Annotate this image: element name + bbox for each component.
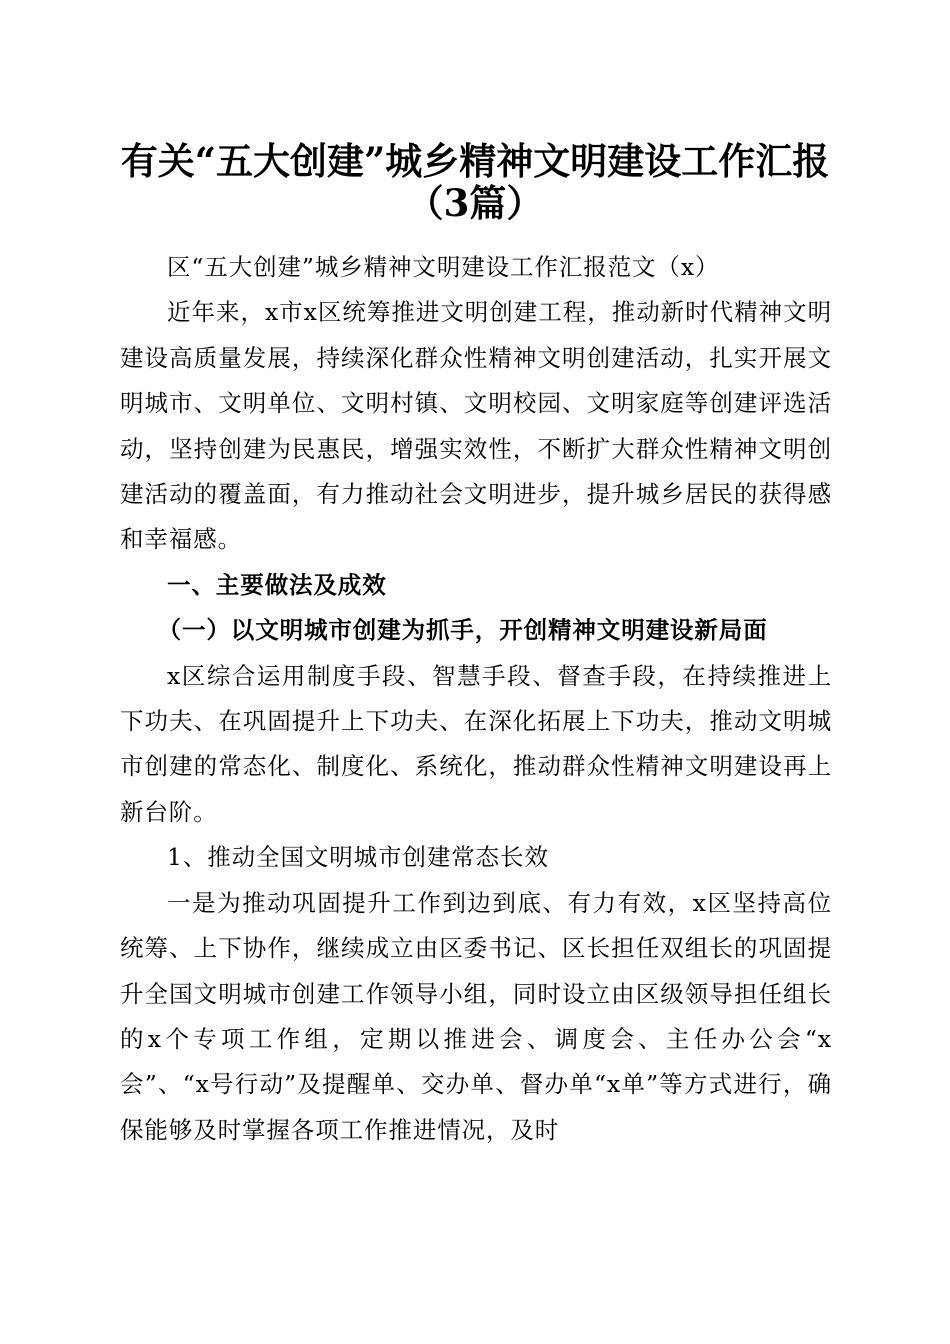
subsection-heading: （一）以文明城市创建为抓手，开创精神文明建设新局面 <box>157 616 768 645</box>
intro-paragraph: 近年来，x市x区统筹推进文明创建工程，推动新时代精神文明建设高质量发展，持续深化群众性精神文明创建活动，扎实开展文明城市、文明单位、文明村镇、文明校园、文明家庭等创建评选活动，坚持创建为民惠民，增强实效性，不断扩大群众性精神文明创建活动的覆盖面，有力推动社会文明进步，提升城乡居民的获得感和幸福感。 <box>120 298 832 554</box>
document-body <box>120 245 832 1153</box>
item-heading: 1、推动全国文明城市创建常态长效 <box>167 843 549 872</box>
subtitle: 区“五大创建”城乡精神文明建设工作汇报范文（x） <box>167 253 720 281</box>
section-heading: 一、主要做法及成效 <box>167 570 387 599</box>
subsection-paragraph: x区综合运用制度手段、智慧手段、督查手段，在持续推进上下功夫、在巩固提升上下功夫、在深化拓展上下功夫，推动文明城市创建的常态化、制度化、系统化，推动群众性精神文明建设再上新台阶。 <box>120 661 832 826</box>
document-title: 有关“五大创建”城乡精神文明建设工作汇报 <box>120 139 830 183</box>
document-title-count: （3篇） <box>406 181 544 225</box>
item-paragraph: 一是为推动巩固提升工作到边到底、有力有效，x区坚持高位统筹、上下协作，继续成立由区委书记、区长担任双组长的巩固提升全国文明城市创建工作领导小组，同时设立由区级领导担任组长的x个专项工作组，定期以推进会、调度会、主任办公会“x会”、“x号行动”及提醒单、交办单、督办单“x单”等方式进行，确保能够及时掌握各项工作推进情况，及时 <box>120 888 832 1144</box>
